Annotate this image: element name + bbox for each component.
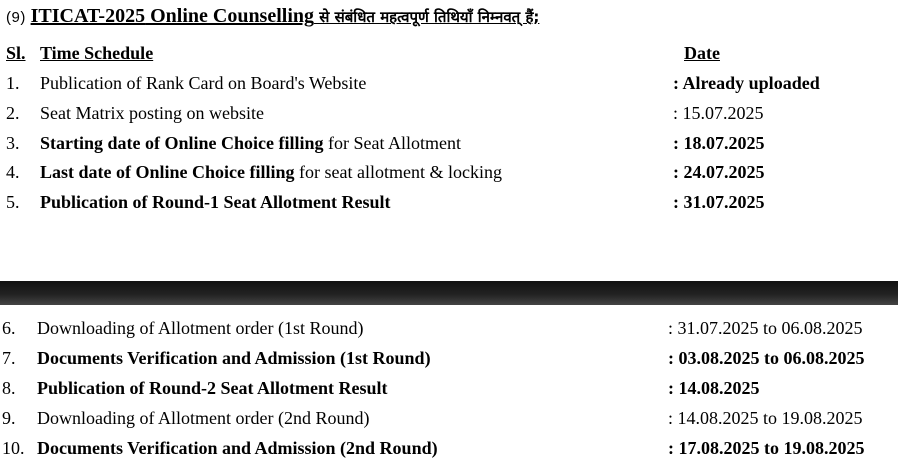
row-3-date: : 18.07.2025 <box>673 133 765 153</box>
row-4-text: Last date of Online Choice filling for seat allotment & locking <box>40 162 502 182</box>
row-3-sl: 3. <box>6 133 20 153</box>
header-date: Date <box>684 43 720 63</box>
section-heading <box>6 4 539 30</box>
row-8-date: : 14.08.2025 <box>668 378 760 398</box>
row-4-sl: 4. <box>6 162 20 182</box>
header-time-schedule: Time Schedule <box>40 43 154 63</box>
row-10-date: : 17.08.2025 to 19.08.2025 <box>668 438 865 458</box>
row-4-date: : 24.07.2025 <box>673 162 765 182</box>
row-7-date: : 03.08.2025 to 06.08.2025 <box>668 348 865 368</box>
row-1-text: Publication of Rank Card on Board's Website <box>40 73 367 93</box>
row-8-sl: 8. <box>2 378 16 398</box>
row-7-text: Documents Verification and Admission (1st Round) <box>37 348 431 368</box>
row-3-text: Starting date of Online Choice filling for Seat Allotment <box>40 133 461 153</box>
row-6-date: : 31.07.2025 to 06.08.2025 <box>668 318 863 338</box>
heading-exam-name: ITICAT-2025 <box>30 5 146 27</box>
heading-counselling: Online Counselling <box>145 5 315 27</box>
row-2-date: : 15.07.2025 <box>673 103 764 123</box>
row-6-text: Downloading of Allotment order (1st Round) <box>37 318 364 338</box>
row-8-text: Publication of Round-2 Seat Allotment Result <box>37 378 388 398</box>
row-1-sl: 1. <box>6 73 20 93</box>
row-7-sl: 7. <box>2 348 16 368</box>
row-6-sl: 6. <box>2 318 16 338</box>
row-1-date: : Already uploaded <box>673 73 820 93</box>
row-5-sl: 5. <box>6 192 20 212</box>
row-5-text: Publication of Round-1 Seat Allotment Result <box>40 192 391 212</box>
section-number: (9) <box>6 9 26 26</box>
header-sl: Sl. <box>6 43 26 63</box>
row-5-date: : 31.07.2025 <box>673 192 765 212</box>
row-2-sl: 2. <box>6 103 20 123</box>
row-10-text: Documents Verification and Admission (2nd Round) <box>37 438 438 458</box>
row-9-text: Downloading of Allotment order (2nd Round) <box>37 408 370 428</box>
page-divider-band <box>0 281 898 305</box>
row-2-text: Seat Matrix posting on website <box>40 103 264 123</box>
row-9-sl: 9. <box>2 408 16 428</box>
row-9-date: : 14.08.2025 to 19.08.2025 <box>668 408 863 428</box>
heading-hindi-text: से संबंधित महत्वपूर्ण तिथियाँ निम्नवत् हैं; <box>314 8 540 26</box>
row-10-sl: 10. <box>2 438 25 458</box>
